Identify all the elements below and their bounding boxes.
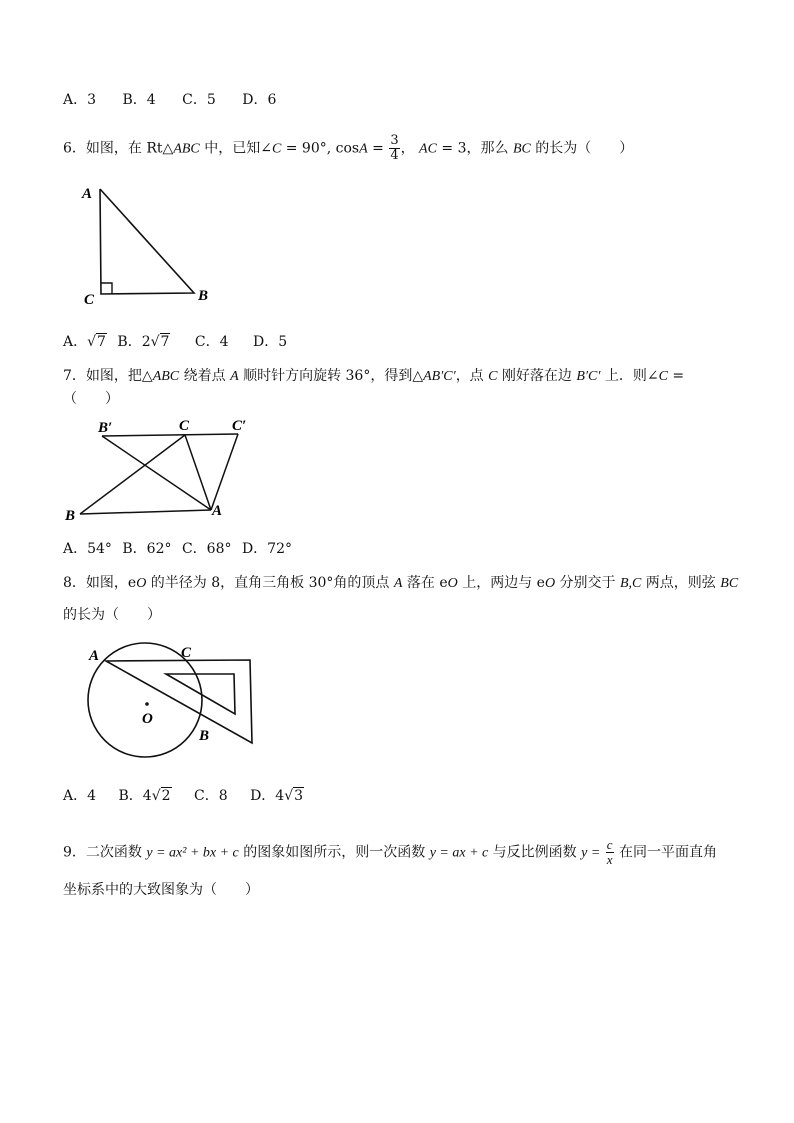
q7-edge-b1a	[102, 436, 211, 510]
q7-stem: 7．如图，把△ABC 绕着点 A 顺时针方向旋转 36°，得到△AB′C′，点 C 刚好落在边 B′C′ 上．则∠C =	[63, 368, 685, 384]
q7-edge-ca	[185, 435, 211, 510]
q8-center-dot	[145, 702, 149, 706]
q7-option-c: C．68°	[181, 541, 232, 557]
q7-label-b: B	[65, 508, 76, 524]
q9-fraction: $\frac{c}{x}$	[606, 837, 613, 867]
q8-label-a: A	[89, 648, 100, 664]
q8-set-square-inner	[166, 674, 235, 714]
q7-edge-bc	[80, 435, 185, 514]
q5-option-c: C．5	[182, 92, 216, 108]
q6-triangle	[100, 189, 194, 294]
q7-option-b: B．62°	[122, 541, 172, 557]
q8-stem: 8．如图，eO 的半径为 8，直角三角板 30°角的顶点 A 落在 eO 上，两边与 eO 分别交于 B,C 两点，则弦 BC	[63, 575, 739, 591]
q6-fraction: $\frac{3}{4}$	[390, 133, 399, 163]
q6-option-b: B．2√7	[117, 334, 170, 350]
q7-label-c-prime: C′	[232, 418, 247, 434]
q5-option-d: D．6	[242, 92, 277, 108]
q8-options	[63, 787, 304, 805]
q6-label-b: B	[198, 288, 209, 304]
q8-circle-triangle-figure	[84, 640, 264, 765]
q7-label-b-prime: B′	[98, 420, 113, 436]
q6-options	[63, 333, 287, 351]
q8-label-o: O	[142, 711, 153, 727]
q9-stem: 9．二次函数 y = ax² + bx + c 的图象如图所示，则一次函数 y = ax + c 与反比例函数 y = $\frac{c}{x}$ 在同一平面直角	[63, 837, 717, 867]
q8-stem-line2: 的长为（ ）	[63, 607, 161, 623]
q8-option-b: B．4√2	[118, 788, 171, 804]
q7-label-a: A	[212, 503, 223, 519]
q7-option-d: D．72°	[241, 541, 292, 557]
q6-option-d: D．5	[253, 334, 288, 350]
q8-option-d: D．4√3	[250, 788, 304, 804]
q6-label-a: A	[82, 186, 93, 202]
q8-option-c: C．8	[193, 788, 228, 804]
q8-option-a: A．4	[63, 788, 97, 804]
q5-option-b: B．4	[122, 92, 156, 108]
q8-set-square-outer	[106, 660, 252, 743]
q8-label-b: B	[199, 728, 210, 744]
q7-edge-b1c1	[102, 434, 238, 436]
q5-options	[63, 91, 276, 109]
q6-label-c: C	[84, 292, 95, 308]
q6-option-a: A．√7	[63, 334, 106, 350]
q6-triangle-figure	[78, 180, 228, 310]
q6-right-angle-mark	[101, 283, 112, 294]
q9-stem-line2: 坐标系中的大致图象为（ ）	[63, 882, 259, 898]
q6-option-c: C．4	[194, 334, 229, 350]
q7-option-a: A．54°	[63, 541, 112, 557]
q7-edge-ba	[80, 510, 211, 514]
q7-label-c: C	[179, 418, 190, 434]
q5-option-a: A．3	[63, 92, 97, 108]
q7-edge-c1a	[211, 434, 238, 510]
q7-rotation-figure	[62, 414, 262, 526]
q6-stem: 6．如图，在 Rt△ABC 中，已知∠C = 90°, cosA = $\frac{3}{4}$ ， AC = 3，那么 BC 的长为（ ）	[63, 133, 634, 163]
q8-label-c: C	[181, 645, 192, 661]
q7-stem-line2: （ ）	[63, 391, 119, 407]
q7-options	[63, 540, 292, 558]
